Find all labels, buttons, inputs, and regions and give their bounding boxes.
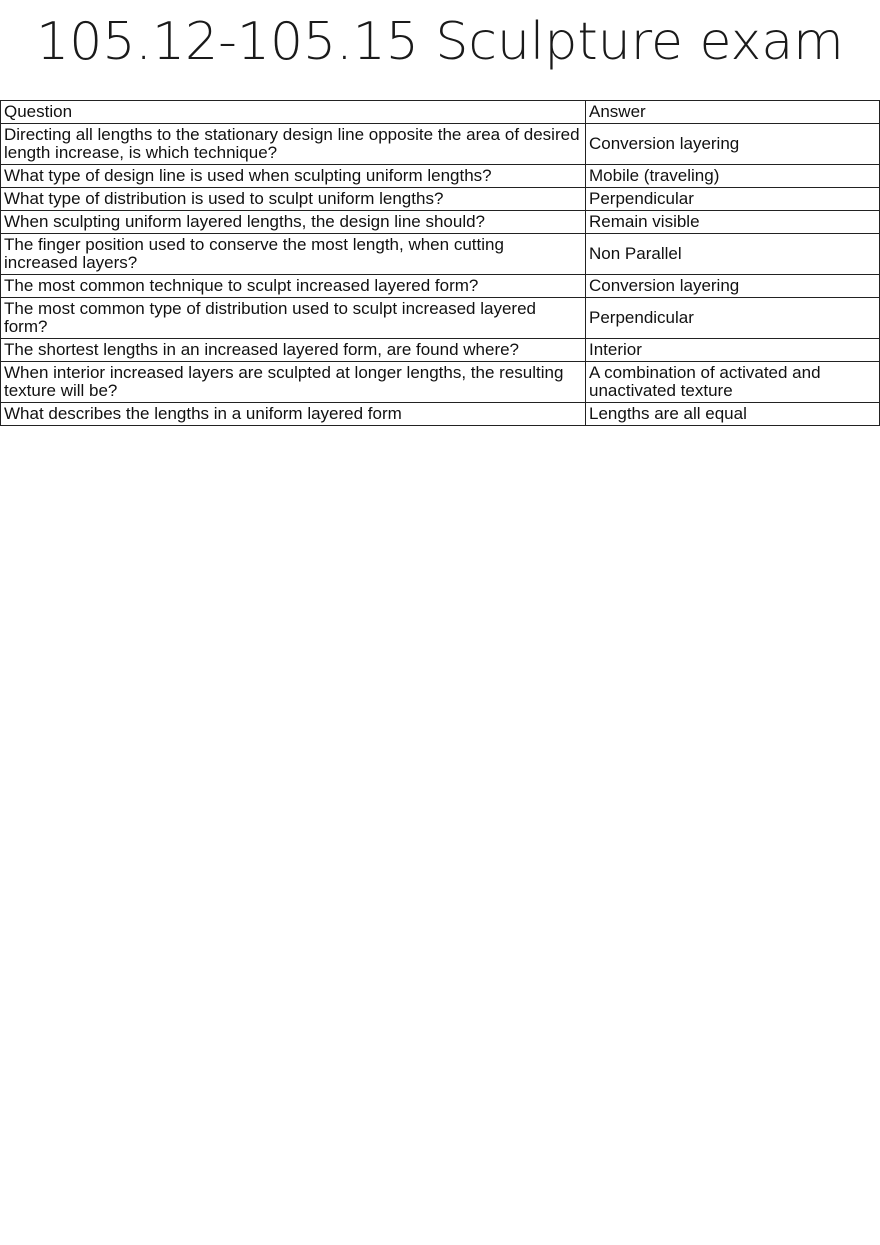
table-row [1,339,880,362]
qa-table [0,100,880,426]
question-cell: What type of design line is used when sculpting uniform lengths? [1,165,586,188]
answer-column-header: Answer [586,101,880,124]
table-row [1,275,880,298]
table-header-row [1,101,880,124]
table-row [1,124,880,165]
table-row [1,234,880,275]
answer-cell: Conversion layering [586,275,880,298]
table-row [1,362,880,403]
answer-cell: Non Parallel [586,234,880,275]
question-cell: Directing all lengths to the stationary design line opposite the area of desired length increase, is which technique? [1,124,586,165]
question-column-header: Question [1,101,586,124]
table-row [1,188,880,211]
table-row [1,298,880,339]
page-title: 105.12-105.15 Sculpture exam [36,12,844,72]
question-cell: When sculpting uniform layered lengths, the design line should? [1,211,586,234]
answer-cell: Mobile (traveling) [586,165,880,188]
question-cell: The shortest lengths in an increased layered form, are found where? [1,339,586,362]
answer-cell: Interior [586,339,880,362]
question-cell: The finger position used to conserve the most length, when cutting increased layers? [1,234,586,275]
answer-cell: Remain visible [586,211,880,234]
question-cell: What type of distribution is used to sculpt uniform lengths? [1,188,586,211]
table-row [1,165,880,188]
question-cell: When interior increased layers are sculpted at longer lengths, the resulting texture will be? [1,362,586,403]
answer-cell: Conversion layering [586,124,880,165]
question-cell: The most common technique to sculpt increased layered form? [1,275,586,298]
answer-cell: Perpendicular [586,188,880,211]
question-cell: What describes the lengths in a uniform layered form [1,403,586,426]
answer-cell: A combination of activated and unactivated texture [586,362,880,403]
table-row [1,403,880,426]
table-row [1,211,880,234]
question-cell: The most common type of distribution used to sculpt increased layered form? [1,298,586,339]
answer-cell: Perpendicular [586,298,880,339]
answer-cell: Lengths are all equal [586,403,880,426]
